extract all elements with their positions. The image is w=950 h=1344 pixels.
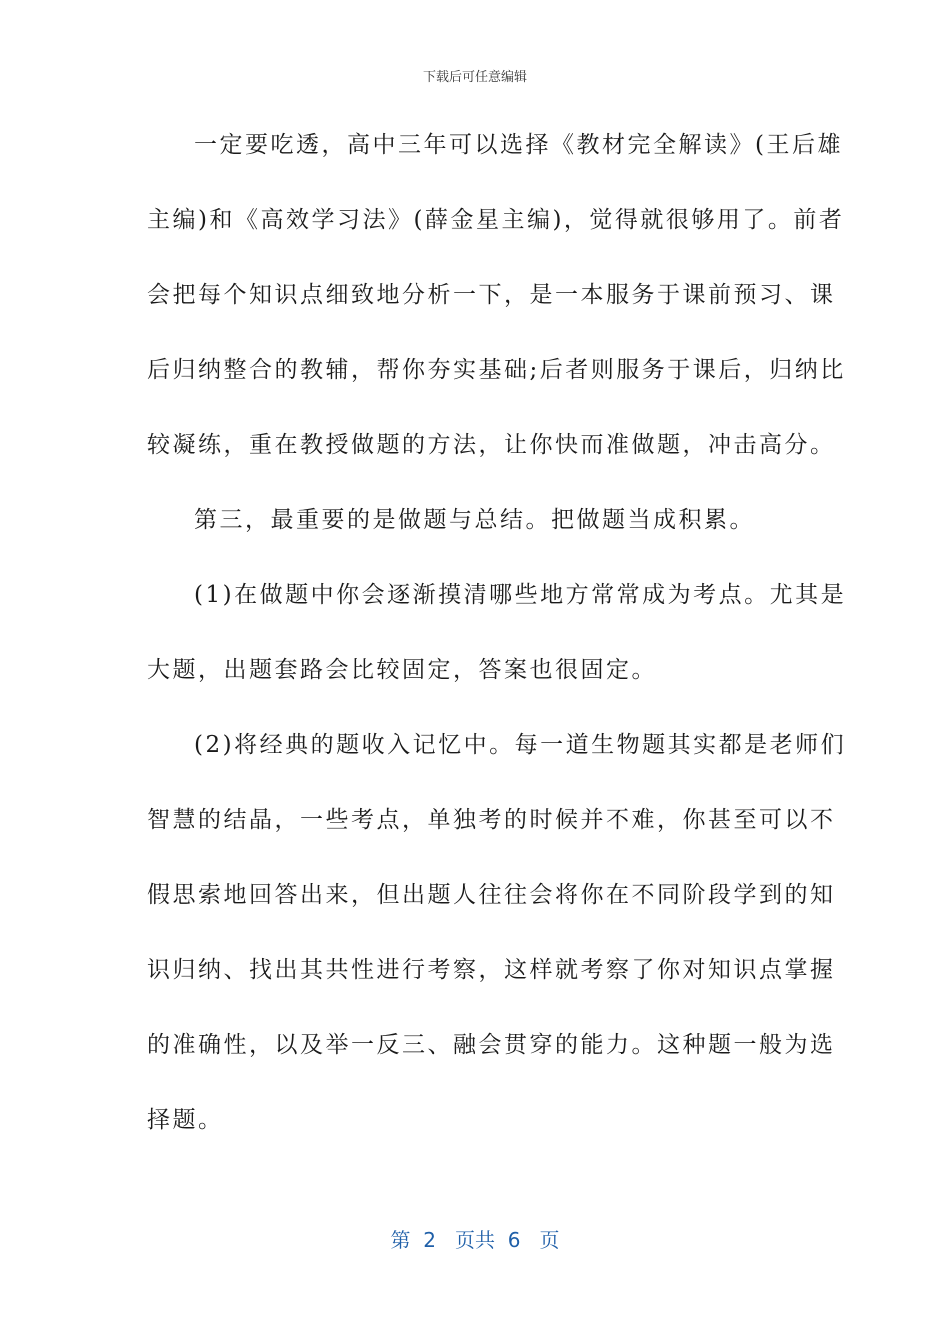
- text-line: 主编)和《高效学习法》(薛金星主编)，觉得就很够用了。前者: [147, 207, 845, 233]
- text-line: 智慧的结晶，一些考点，单独考的时候并不难，你甚至可以不: [147, 807, 836, 833]
- text-line: 择题。: [147, 1107, 224, 1133]
- header-note: 下载后可任意编辑: [422, 70, 527, 85]
- text-line: 会把每个知识点细致地分析一下，是一本服务于课前预习、课: [147, 282, 836, 308]
- text-line: 第三，最重要的是做题与总结。把做题当成积累。: [194, 507, 755, 533]
- text-line: 后归纳整合的教辅，帮你夯实基础;后者则服务于课后，归纳比: [147, 357, 846, 383]
- page-number: 第 2 页共 6 页: [390, 1228, 560, 1252]
- text-line: (1)在做题中你会逐渐摸清哪些地方常常成为考点。尤其是: [194, 582, 847, 608]
- document-body: [147, 118, 847, 1168]
- text-line: 假思索地回答出来，但出题人往往会将你在不同阶段学到的知: [147, 882, 836, 908]
- text-line: (2)将经典的题收入记忆中。每一道生物题其实都是老师们: [194, 732, 847, 758]
- text-line: 的准确性，以及举一反三、融会贯穿的能力。这种题一般为选: [147, 1032, 836, 1058]
- text-line: 较凝练，重在教授做题的方法，让你快而准做题，冲击高分。: [147, 432, 836, 458]
- text-line: 一定要吃透，高中三年可以选择《教材完全解读》(王后雄: [194, 132, 843, 158]
- text-line: 识归纳、找出其共性进行考察，这样就考察了你对知识点掌握: [147, 957, 836, 983]
- text-line: 大题，出题套路会比较固定，答案也很固定。: [147, 657, 657, 683]
